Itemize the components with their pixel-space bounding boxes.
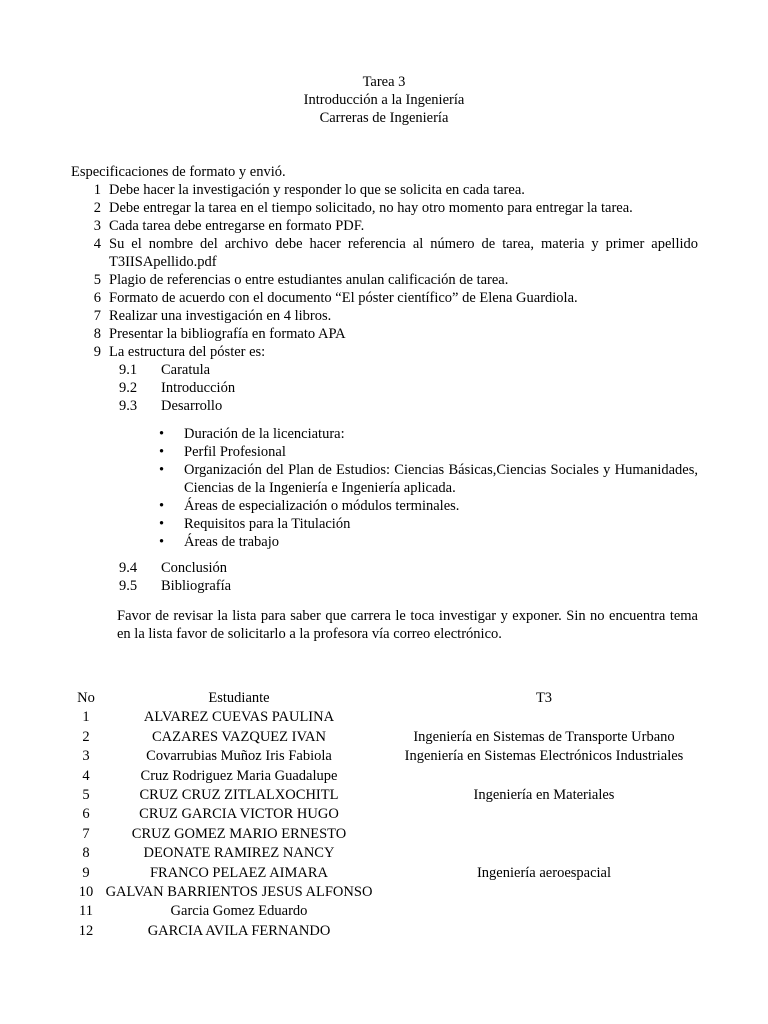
- document-title-block: [0, 73, 768, 127]
- cell-t3: Ingeniería en Materiales: [473, 786, 615, 803]
- structure-item-number: 9.5: [119, 578, 138, 594]
- spec-item-number: 2: [93, 200, 101, 216]
- spec-list-item: [71, 271, 698, 289]
- cell-no: 10: [78, 883, 94, 900]
- cell-no: 8: [82, 845, 90, 862]
- spec-item-text: Presentar la bibliografía en formato APA: [109, 326, 346, 342]
- bullet-marker: •: [159, 444, 165, 460]
- bullet-text: Duración de la licenciatura:: [184, 426, 345, 442]
- table-row: [71, 864, 711, 883]
- cell-t3: Ingeniería aeroespacial: [476, 864, 612, 881]
- spec-list-item: [71, 181, 698, 199]
- table-row: [71, 922, 711, 941]
- structure-item-text: Introducción: [161, 380, 236, 396]
- structure-item: [71, 379, 698, 397]
- bullet-item: [159, 497, 698, 515]
- table-row: [71, 728, 711, 747]
- structure-item-number: 9.1: [119, 362, 138, 378]
- cell-student: DEONATE RAMIREZ NANCY: [143, 845, 335, 862]
- structure-sublist: [71, 361, 698, 415]
- spec-list-item: [71, 289, 698, 307]
- spec-list-item: [71, 235, 698, 271]
- bullet-item: [159, 443, 698, 461]
- structure-item: [71, 361, 698, 379]
- cell-no: 9: [82, 864, 90, 881]
- bullet-marker: •: [159, 426, 165, 442]
- bullet-item: [159, 461, 698, 497]
- cell-student: Garcia Gomez Eduardo: [170, 903, 308, 920]
- cell-no: 11: [79, 903, 93, 920]
- cell-t3: [377, 902, 711, 921]
- spec-item-number: 5: [93, 272, 101, 288]
- column-header-t3: T3: [535, 690, 553, 706]
- cell-t3: [377, 805, 711, 824]
- spec-item-text: Debe entregar la tarea en el tiempo solicitado, no hay otro momento para entregar la tarea.: [109, 200, 633, 216]
- structure-item-text: Desarrollo: [161, 398, 223, 414]
- structure-item: [71, 397, 698, 415]
- structure-item-number: 9.4: [119, 560, 138, 576]
- cell-t3: [377, 922, 711, 941]
- spec-item-text: La estructura del póster es:: [109, 344, 266, 360]
- spec-item-number: 7: [93, 308, 101, 324]
- table-row: [71, 786, 711, 805]
- cell-no: 4: [82, 767, 90, 784]
- table-row: [71, 883, 711, 902]
- cell-student: Cruz Rodriguez Maria Guadalupe: [140, 767, 338, 784]
- cell-no: 1: [82, 709, 90, 726]
- student-table: [71, 689, 711, 941]
- cell-t3: Ingeniería en Sistemas Electrónicos Industriales: [404, 748, 684, 765]
- instructions-note: Favor de revisar la lista para saber que carrera le toca investigar y exponer. Sin no encuentra tema en la lista favor de solicitarlo a la profesora vía correo electrónico.: [117, 608, 698, 642]
- cell-student: GALVAN BARRIENTOS JESUS ALFONSO: [105, 883, 373, 900]
- structure-item: [71, 577, 698, 595]
- spec-list-item: [71, 343, 698, 361]
- specifications-list: [71, 181, 698, 643]
- bullet-item: [159, 425, 698, 443]
- cell-t3: [377, 844, 711, 863]
- bullet-marker: •: [159, 462, 165, 478]
- cell-no: 12: [78, 922, 94, 939]
- spec-list-item: [71, 217, 698, 235]
- spec-item-text: Plagio de referencias o entre estudiantes anulan calificación de tarea.: [109, 272, 509, 288]
- cell-student: FRANCO PELAEZ AIMARA: [149, 864, 329, 881]
- cell-student: GARCIA AVILA FERNANDO: [147, 922, 331, 939]
- bullet-text: Áreas de trabajo: [184, 534, 280, 550]
- table-row: [71, 767, 711, 786]
- spec-list-item: [71, 199, 698, 217]
- cell-t3: [377, 708, 711, 727]
- bullet-item: [159, 533, 698, 551]
- cell-no: 2: [82, 728, 90, 745]
- bullet-marker: •: [159, 534, 165, 550]
- cell-no: 6: [82, 806, 90, 823]
- structure-item-number: 9.3: [119, 398, 138, 414]
- bullet-text: Requisitos para la Titulación: [184, 516, 351, 532]
- cell-t3: [377, 825, 711, 844]
- structure-item-number: 9.2: [119, 380, 138, 396]
- spec-list-item: [71, 325, 698, 343]
- table-row: [71, 747, 711, 766]
- spec-item-number: 9: [93, 344, 101, 360]
- spec-item-number: 8: [93, 326, 101, 342]
- table-row: [71, 708, 711, 727]
- cell-no: 3: [82, 748, 90, 765]
- cell-t3: [377, 883, 711, 902]
- structure-item: [71, 559, 698, 577]
- spec-item-text: Formato de acuerdo con el documento “El póster científico” de Elena Guardiola.: [109, 290, 578, 306]
- table-row: [71, 844, 711, 863]
- table-row: [71, 805, 711, 824]
- development-bullets: [71, 425, 698, 551]
- spec-item-text: Su el nombre del archivo debe hacer referencia al número de tarea, materia y primer apellido T3IISApellido.pdf: [109, 236, 698, 270]
- cell-student: CAZARES VAZQUEZ IVAN: [151, 728, 326, 745]
- cell-t3: Ingeniería en Sistemas de Transporte Urbano: [413, 728, 675, 745]
- spec-item-text: Cada tarea debe entregarse en formato PDF.: [109, 218, 365, 234]
- structure-sublist-end: [71, 559, 698, 595]
- course-title: Introducción a la Ingeniería: [303, 92, 465, 108]
- table-row: [71, 825, 711, 844]
- column-header-no: No: [77, 690, 95, 706]
- spec-item-text: Debe hacer la investigación y responder lo que se solicita en cada tarea.: [109, 182, 525, 198]
- table-header-row: [71, 689, 711, 708]
- bullet-marker: •: [159, 516, 165, 532]
- spec-item-text: Realizar una investigación en 4 libros.: [109, 308, 332, 324]
- cell-student: ALVAREZ CUEVAS PAULINA: [143, 709, 335, 726]
- bullet-text: Perfil Profesional: [184, 444, 286, 460]
- spec-item-number: 3: [93, 218, 101, 234]
- bullet-item: [159, 515, 698, 533]
- spec-list-item: [71, 307, 698, 325]
- cell-student: Covarrubias Muñoz Iris Fabiola: [146, 748, 332, 765]
- topic-title: Carreras de Ingeniería: [319, 110, 449, 126]
- column-header-student: Estudiante: [208, 690, 270, 706]
- spec-item-number: 4: [93, 236, 101, 252]
- cell-no: 7: [82, 825, 90, 842]
- specifications-heading: Especificaciones de formato y envió.: [71, 164, 286, 180]
- table-row: [71, 902, 711, 921]
- bullet-text: Áreas de especialización o módulos terminales.: [184, 498, 460, 514]
- structure-item-text: Conclusión: [161, 560, 228, 576]
- structure-item-text: Caratula: [161, 362, 211, 378]
- bullet-text: Organización del Plan de Estudios: Ciencias Básicas,Ciencias Sociales y Humanidades, Ciencias de la Ingeniería e Ingeniería aplicada.: [184, 462, 698, 496]
- cell-student: CRUZ GARCIA VICTOR HUGO: [139, 806, 339, 823]
- cell-t3: [377, 767, 711, 786]
- cell-no: 5: [82, 786, 90, 803]
- structure-item-text: Bibliografía: [161, 578, 232, 594]
- bullet-marker: •: [159, 498, 165, 514]
- cell-student: CRUZ GOMEZ MARIO ERNESTO: [131, 825, 347, 842]
- assignment-title: Tarea 3: [362, 74, 406, 90]
- spec-item-number: 1: [93, 182, 101, 198]
- spec-item-number: 6: [93, 290, 101, 306]
- cell-student: CRUZ CRUZ ZITLALXOCHITL: [139, 786, 339, 803]
